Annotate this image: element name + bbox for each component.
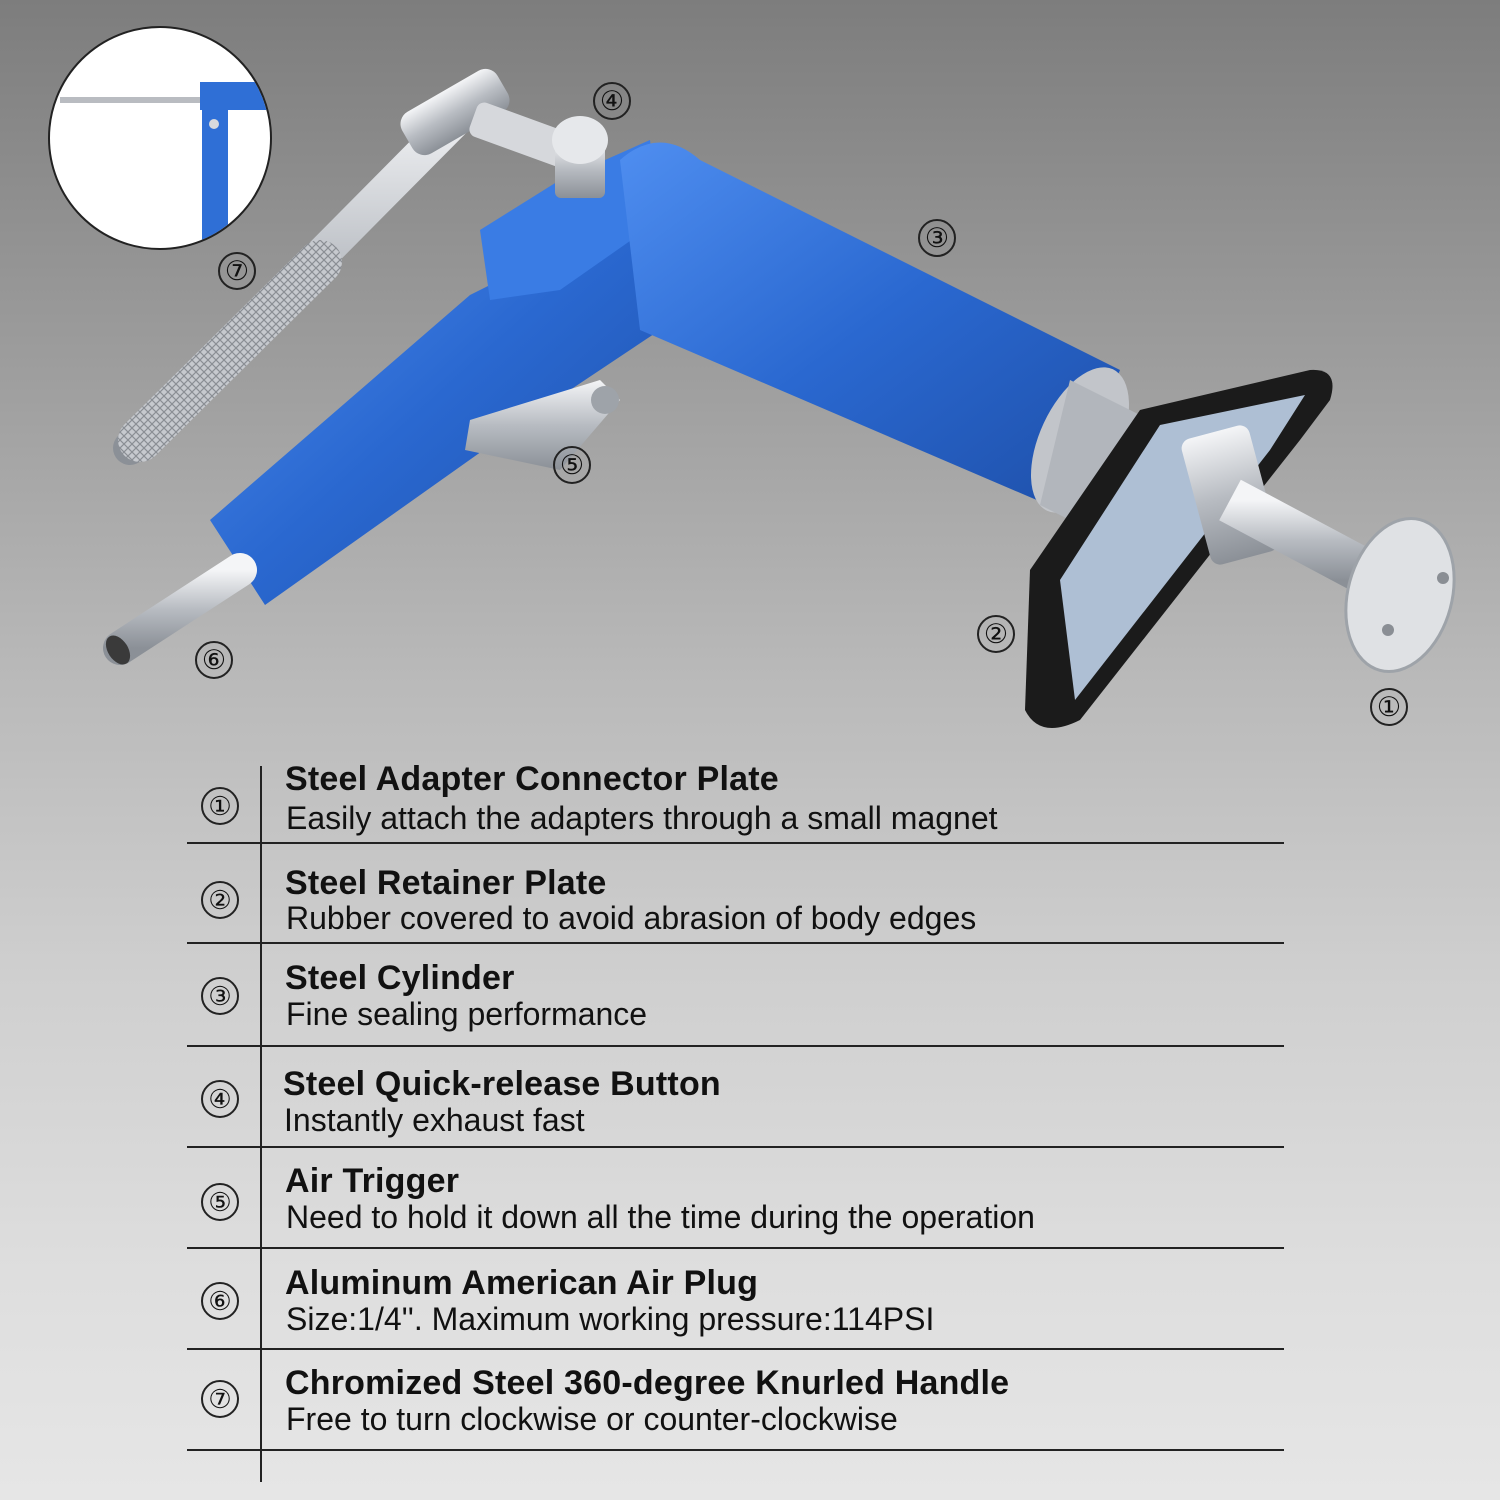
row-number: ③ <box>201 977 239 1015</box>
callout-3: ③ <box>918 219 956 257</box>
feature-description: Fine sealing performance <box>286 996 648 1032</box>
row-number: ② <box>201 881 239 919</box>
row-number: ① <box>201 787 239 825</box>
table-row <box>187 844 1284 944</box>
callout-7: ⑦ <box>218 252 256 290</box>
steel-cylinder <box>620 143 1170 541</box>
feature-description: Free to turn clockwise or counter-clockwise <box>286 1401 898 1437</box>
feature-description: Size:1/4''. Maximum working pressure:114PSI <box>286 1301 935 1337</box>
feature-title: Steel Quick-release Button <box>283 1065 721 1103</box>
quick-release-button <box>552 116 608 198</box>
table-row <box>187 1249 1284 1350</box>
callout-2: ② <box>977 615 1015 653</box>
row-number: ⑤ <box>201 1183 239 1221</box>
callout-1: ① <box>1370 688 1408 726</box>
table-row <box>187 1047 1284 1148</box>
inset-detail-circle <box>48 26 272 250</box>
inset-handle-drawing <box>50 28 272 250</box>
pistol-grip <box>210 140 660 605</box>
feature-title: Air Trigger <box>285 1162 460 1200</box>
table-row <box>187 1350 1284 1451</box>
feature-description: Rubber covered to avoid abrasion of body edges <box>286 900 977 936</box>
callout-5: ⑤ <box>553 446 591 484</box>
feature-title: Steel Adapter Connector Plate <box>285 760 779 798</box>
table-row <box>187 944 1284 1047</box>
feature-title: Steel Cylinder <box>285 959 515 997</box>
feature-description: Need to hold it down all the time during the operation <box>286 1199 1035 1235</box>
adapter-connector-plate <box>1179 423 1470 684</box>
feature-description: Easily attach the adapters through a small magnet <box>286 800 998 836</box>
table-row <box>187 762 1284 844</box>
feature-description: Instantly exhaust fast <box>284 1102 585 1138</box>
callout-6: ⑥ <box>195 641 233 679</box>
row-number: ⑦ <box>201 1380 239 1418</box>
feature-title: Chromized Steel 360-degree Knurled Handle <box>285 1364 1010 1402</box>
callout-4: ④ <box>593 82 631 120</box>
table-row <box>187 1148 1284 1249</box>
row-number: ⑥ <box>201 1282 239 1320</box>
feature-title: Steel Retainer Plate <box>285 864 607 902</box>
row-number: ④ <box>201 1080 239 1118</box>
feature-title: Aluminum American Air Plug <box>285 1264 759 1302</box>
